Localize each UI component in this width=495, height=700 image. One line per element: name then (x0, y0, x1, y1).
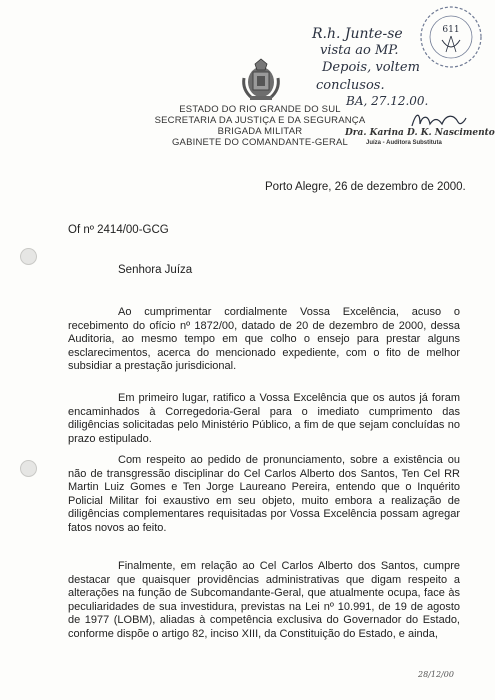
coat-of-arms-icon (240, 58, 282, 102)
page-number: 611 (442, 25, 460, 35)
judge-role-stamp: Juíza - Auditora Substituta (366, 140, 442, 146)
handwritten-date: BA, 27.12.00. (346, 94, 429, 108)
court-seal-stamp (418, 4, 484, 70)
header-line-military: BRIGADA MILITAR (217, 126, 303, 137)
handwritten-line-4: conclusos. (316, 78, 385, 93)
header-line-state: ESTADO DO RIO GRANDE DO SUL (179, 104, 341, 115)
place-date: Porto Alegre, 26 de dezembro de 2000. (265, 181, 466, 193)
letterhead (150, 104, 370, 148)
paragraph-3: Com respeito ao pedido de pronunciamento, sobre a existência ou não de transgressão disciplinar do Cel Carlos Alberto dos Santos, Ten Cel RR Martin Luiz Gomes e Ten Jorge Laureano Pereira, entendo que o Inquérito Policial Militar foi exaustivo em seu objeto, muito embora a realização de diligências complementares requisitadas por Vossa Excelência possam agregar fatos novos ao feito. (68, 454, 460, 534)
punch-hole (20, 248, 37, 265)
punch-hole (20, 460, 37, 477)
salutation: Senhora Juíza (118, 264, 193, 276)
reference-number: Of nº 2414/00-GCG (68, 224, 169, 236)
handwritten-line-1: R.h. Junte-se (312, 26, 403, 42)
paragraph-2: Em primeiro lugar, ratifico a Vossa Excelência que os autos já foram encaminhados à Corregedoria-Geral para o imediato cumprimento das diligências solicitadas pelo Ministério Público, a fim de que sejam concluídas no prazo estipulado. (68, 392, 460, 445)
judge-name-stamp: Dra. Karina D. K. Nascimento (345, 128, 495, 138)
header-line-secretariat: SECRETARIA DA JUSTIÇA E DA SEGURANÇA (154, 115, 366, 126)
header-line-office: GABINETE DO COMANDANTE-GERAL (171, 137, 349, 148)
paragraph-4: Finalmente, em relação ao Cel Carlos Alberto dos Santos, cumpre destacar que quaisquer providências administrativas que digam respeito a alterações na função de Subcomandante-Geral, que atualmente ocupa, face às peculiaridades de sua investidura, previstas na Lei nº 10.991, de 19 de agosto de 1977 (LOBM), aliadas à competência exclusiva do Governador do Estado, conforme dispõe o artigo 82, inciso XIII, da Constituição do Estado, e ainda, (68, 560, 460, 640)
handwritten-footer-date: 28/12/00 (418, 670, 454, 679)
handwritten-line-2: vista ao MP. (320, 43, 399, 58)
paragraph-1: Ao cumprimentar cordialmente Vossa Excelência, acuso o recebimento do ofício nº 1872/00, datado de 20 de dezembro de 2000, dessa Auditoria, ao mesmo tempo em que colho o ensejo para prestar alguns esclarecimentos, acerca do mencionado expediente, com o fito de melhor subsidiar a prestação jurisdicional. (68, 306, 460, 373)
handwritten-line-3: Depois, voltem (322, 60, 420, 75)
